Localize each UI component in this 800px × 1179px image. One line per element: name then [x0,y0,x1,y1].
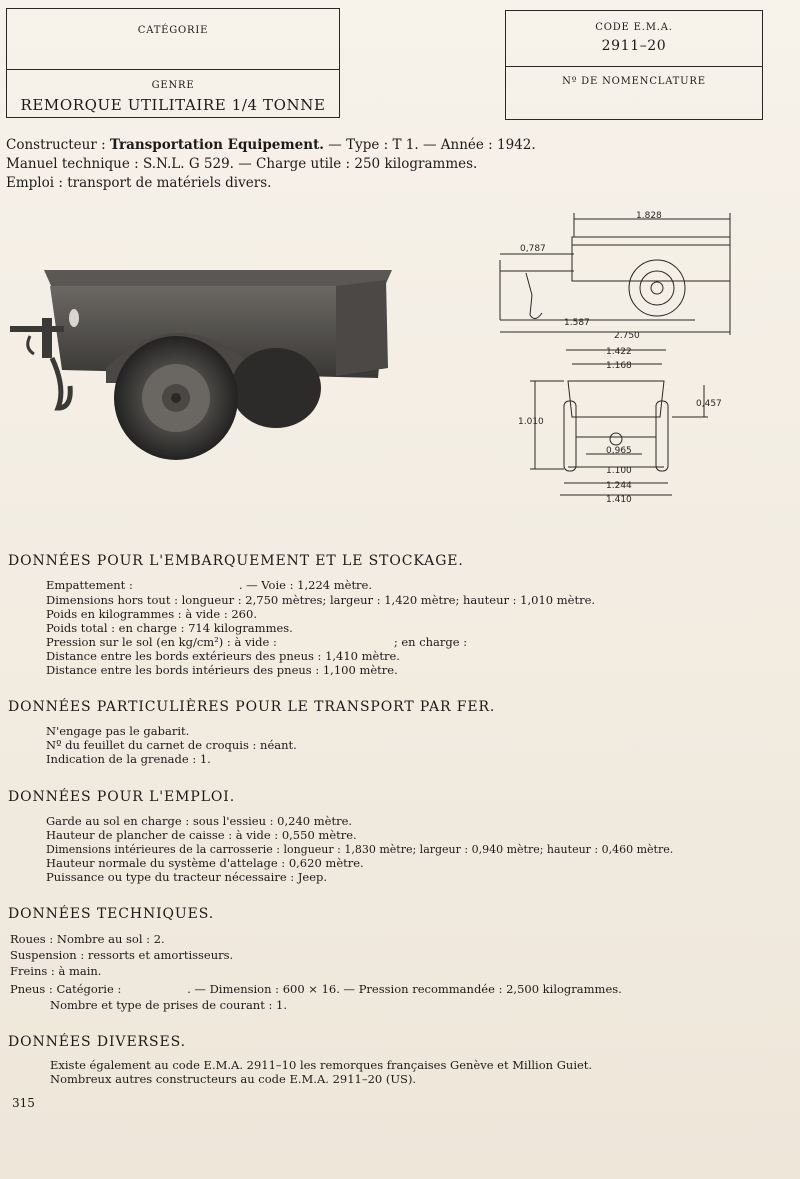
categorie-label: CATÉGORIE [137,25,209,36]
embarquement-line-5: Pression sur le sol (en kg/cm²) : à vide : ; en charge : [46,635,468,649]
dim-1244: 1.244 [606,481,632,491]
dim-1168: 1.168 [606,361,632,371]
category-box [6,8,340,118]
fer-line-3: Indication de la grenade : 1. [46,752,211,766]
intro-line-1 [6,136,536,155]
intro-type-annee: — Type : T 1. — Année : 1942. [324,137,536,153]
genre-value: REMORQUE UTILITAIRE 1/4 TONNE [20,96,326,114]
intro-constructeur-value: Transportation Equipement. [109,137,325,153]
emploi-line-4: Hauteur normale du système d'attelage : 0,620 mètre. [46,856,364,870]
embarquement-line-1: Empattement : . — Voie : 1,224 mètre. [46,578,373,592]
section-title-techniques: DONNÉES TECHNIQUES. [8,906,215,922]
code-label: CODE E.M.A. [595,22,673,33]
emploi-line-2: Hauteur de plancher de caisse : à vide : 0,550 mètre. [46,828,357,842]
dim-1010: 1.010 [518,417,544,427]
section-title-emploi: DONNÉES POUR L'EMPLOI. [8,789,236,805]
embarquement-line-7: Distance entre les bords intérieurs des pneus : 1,100 mètre. [46,663,398,677]
intro-constructeur-label: Constructeur : [6,137,110,153]
techniques-line-4: Pneus : Catégorie : . — Dimension : 600 × 16. — Pression recommandée : 2,500 kilogrammes. [10,982,622,996]
dim-1828: 1.828 [636,211,662,221]
dim-0457: 0,457 [696,399,722,409]
emploi-line-1: Garde au sol en charge : sous l'essieu : 0,240 mètre. [46,814,353,828]
dim-1587: 1.587 [564,318,590,328]
genre-label: GENRE [151,80,195,91]
dimension-drawings [490,205,750,515]
embarquement-line-4: Poids total : en charge : 714 kilogrammes. [46,621,293,635]
emploi-line-3: Dimensions intérieures de la carrosserie : longueur : 1,830 mètre; largeur : 0,940 mètre; hauteur : 0,460 mètre. [46,843,674,856]
techniques-line-3: Freins : à main. [10,964,102,978]
section-title-diverses: DONNÉES DIVERSES. [8,1034,186,1050]
diverses-line-1: Existe également au code E.M.A. 2911–10 les remorques françaises Genève et Million Guiet. [50,1058,593,1072]
section-title-fer: DONNÉES PARTICULIÈRES POUR LE TRANSPORT PAR FER. [8,699,496,715]
embarquement-line-6: Distance entre les bords extérieurs des pneus : 1,410 mètre. [46,649,400,663]
nomenclature-label: Nº DE NOMENCLATURE [562,76,706,87]
fer-line-2: Nº du feuillet du carnet de croquis : néant. [46,738,297,752]
intro-line-2: Manuel technique : S.N.L. G 529. — Charge utile : 250 kilogrammes. [6,156,478,172]
embarquement-line-2: Dimensions hors tout : longueur : 2,750 mètres; largeur : 1,420 mètre; hauteur : 1,010 mètre. [46,593,596,607]
dim-1100: 1.100 [606,466,632,476]
emploi-line-5: Puissance ou type du tracteur nécessaire : Jeep. [46,870,328,884]
dim-1422: 1.422 [606,347,632,357]
dim-0965: 0,965 [606,446,632,456]
code-box [505,10,763,120]
dim-1410: 1.410 [606,495,632,505]
code-value: 2911–20 [601,38,667,54]
section-title-embarquement: DONNÉES POUR L'EMBARQUEMENT ET LE STOCKAGE. [8,553,464,569]
fer-line-1: N'engage pas le gabarit. [46,724,190,738]
page-number: 315 [12,1096,35,1110]
dim-2750: 2.750 [614,331,640,341]
trailer-photo [6,258,398,468]
embarquement-line-3: Poids en kilogrammes : à vide : 260. [46,607,257,621]
techniques-line-2: Suspension : ressorts et amortisseurs. [10,948,234,962]
diverses-line-2: Nombreux autres constructeurs au code E.M.A. 2911–20 (US). [50,1072,417,1086]
dim-0787: 0,787 [520,244,546,254]
techniques-line-1: Roues : Nombre au sol : 2. [10,932,165,946]
techniques-line-5: Nombre et type de prises de courant : 1. [50,998,287,1012]
intro-line-3: Emploi : transport de matériels divers. [6,175,272,191]
